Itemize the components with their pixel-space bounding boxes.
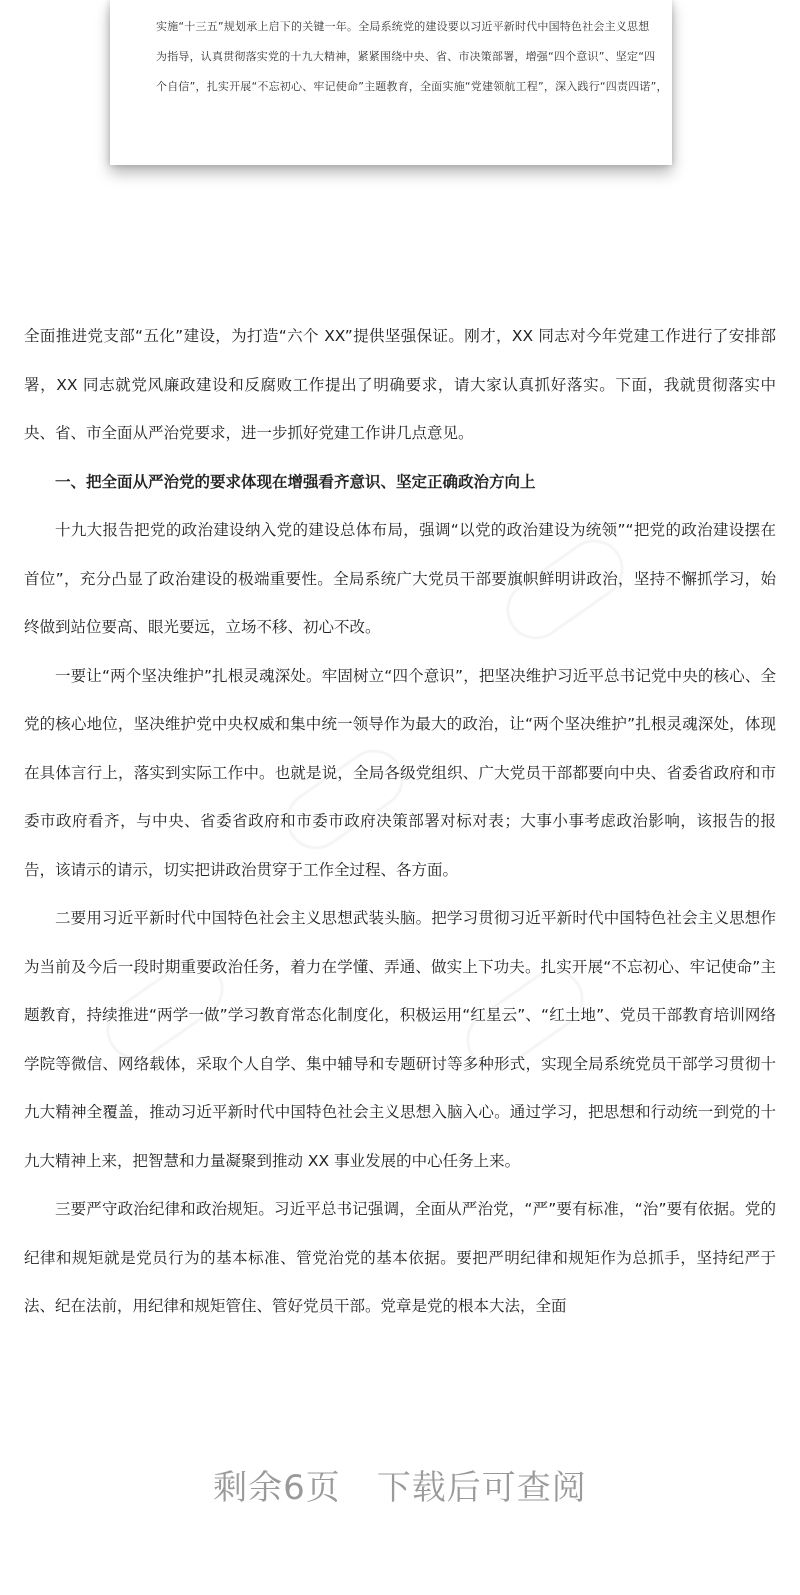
preview-line: 为指导，认真贯彻落实党的十九大精神，紧紧围绕中央、省、市决策部署，增强“四个意识”、坚定“四 bbox=[156, 50, 656, 63]
remaining-pages-banner[interactable] bbox=[0, 1462, 800, 1514]
download-prompt: 下载后可查阅 bbox=[376, 1468, 587, 1508]
paragraph: 三要严守政治纪律和政治规矩。习近平总书记强调，全面从严治党，“严”要有标准，“治”要有依据。党的纪律和规矩就是党员行为的基本标准、管党治党的基本依据。要把严明纪律和规矩作为总抓手，坚持纪严于法、纪在法前，用纪律和规矩管住、管好党员干部。党章是党的根本大法，全面 bbox=[24, 1200, 776, 1315]
paragraph: 全面推进党支部“五化”建设，为打造“六个 XX”提供坚强保证。刚才，XX 同志对今年党建工作进行了安排部署，XX 同志就党风廉政建设和反腐败工作提出了明确要求，请大家认真抓好落实。下面，我就贯彻落实中央、省、市全面从严治党要求，进一步抓好党建工作讲几点意见。 bbox=[24, 327, 776, 442]
paragraph: 一要让“两个坚决维护”扎根灵魂深处。牢固树立“四个意识”，把坚决维护习近平总书记党中央的核心、全党的核心地位，坚决维护党中央权威和集中统一领导作为最大的政治，让“两个坚决维护”扎根灵魂深处，体现在具体言行上，落实到实际工作中。也就是说，全局各级党组织、广大党员干部都要向中央、省委省政府和市委市政府看齐，与中央、省委省政府和市委市政府决策部署对标对表；大事小事考虑政治影响，该报告的报告，该请示的请示，切实把讲政治贯穿于工作全过程、各方面。 bbox=[24, 666, 776, 879]
preview-line: 个自信”，扎实开展“不忘初心、牢记使命”主题教育，全面实施“党建领航工程”，深入践行“四责四诺”， bbox=[156, 80, 668, 93]
paragraph: 十九大报告把党的政治建设纳入党的建设总体布局，强调“以党的政治建设为统领”“把党的政治建设摆在首位”，充分凸显了政治建设的极端重要性。全局系统广大党员干部要旗帜鲜明讲政治，坚持不懈抓学习，始终做到站位要高、眼光要远，立场不移、初心不改。 bbox=[24, 521, 776, 636]
preview-line: 实施“十三五”规划承上启下的关键一年。全局系统党的建设要以习近平新时代中国特色社会主义思想 bbox=[156, 20, 650, 33]
document-body bbox=[24, 312, 776, 1331]
paragraph: 二要用习近平新时代中国特色社会主义思想武装头脑。把学习贯彻习近平新时代中国特色社会主义思想作为当前及今后一段时期重要政治任务，着力在学懂、弄通、做实上下功夫。扎实开展“不忘初心、牢记使命”主题教育，持续推进“两学一做”学习教育常态化制度化，积极运用“红星云”、“红土地”、党员干部教育培训网络学院等微信、网络载体，采取个人自学、集中辅导和专题研讨等多种形式，实现全局系统党员干部学习贯彻十九大精神全覆盖，推动习近平新时代中国特色社会主义思想入脑入心。通过学习，把思想和行动统一到党的十九大精神上来，把智慧和力量凝聚到推动 XX 事业发展的中心任务上来。 bbox=[24, 909, 776, 1170]
section-heading: 一、把全面从严治党的要求体现在增强看齐意识、坚定正确政治方向上 bbox=[55, 472, 536, 491]
remaining-pages-label: 剩余6页 bbox=[213, 1468, 341, 1508]
page-preview-card bbox=[110, 0, 672, 165]
